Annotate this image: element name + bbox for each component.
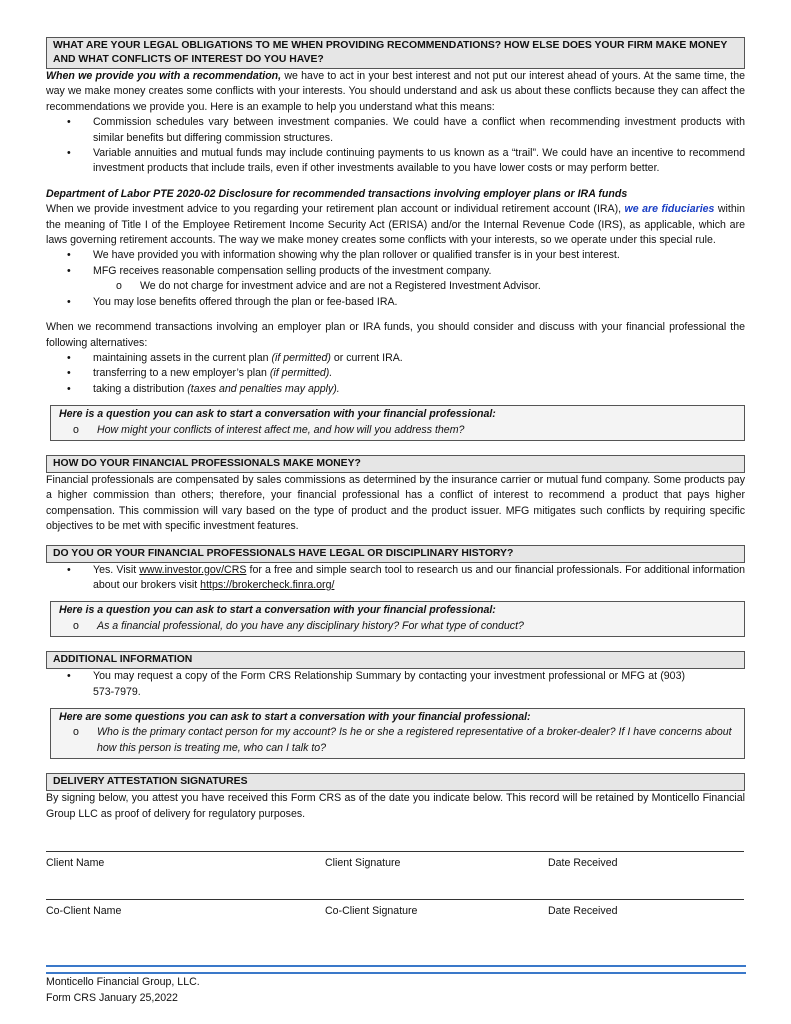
question-item: o As a financial professional, do you have any disciplinary history? For what type of conduct?	[59, 619, 736, 634]
disciplinary-list	[46, 563, 745, 594]
list-item: • You may request a copy of the Form CRS Relationship Summary by contacting your investment professional or MFG at (903) 573-7979.	[46, 669, 745, 700]
conflict-examples-list	[46, 115, 745, 177]
dol-disclosure-title: Department of Labor PTE 2020-02 Disclosure for recommended transactions involving employer plans or IRA funds	[46, 187, 628, 200]
list-item: • Yes. Visit www.investor.gov/CRS for a free and simple search tool to research us and our financial professionals. For additional information about our brokers visit https://brokercheck.finra.org/	[46, 563, 745, 594]
date-received-label: Date Received	[548, 905, 618, 918]
alternatives-list	[46, 351, 745, 397]
list-item: • Variable annuities and mutual funds may include continuing payments to us known as a “trail”. We could have an incentive to recommend investment products that include trails, even if other investments available to you have lower costs or may perform better.	[46, 146, 745, 177]
additional-info-list	[46, 669, 745, 700]
question-box-title: Here are some questions you can ask to start a conversation with your financial professional:	[59, 711, 531, 723]
list-item: • transferring to a new employer’s plan (if permitted).	[46, 366, 745, 381]
section-header-disciplinary-history: DO YOU OR YOUR FINANCIAL PROFESSIONALS HAVE LEGAL OR DISCIPLINARY HISTORY?	[46, 545, 745, 563]
client-signature-label: Client Signature	[325, 857, 401, 870]
client-name-label: Client Name	[46, 857, 105, 870]
brokercheck-link[interactable]: https://brokercheck.finra.org/	[200, 578, 335, 591]
list-item: • You may lose benefits offered through the plan or fee-based IRA.	[46, 295, 745, 310]
footer	[46, 975, 200, 1006]
question-box-disciplinary	[50, 601, 745, 637]
question-box-conflicts	[50, 405, 745, 441]
co-client-name-label: Co-Client Name	[46, 905, 122, 918]
footer-rule	[46, 965, 746, 974]
signature-row-co-client	[46, 904, 745, 920]
question-box-title: Here is a question you can ask to start a conversation with your financial professional:	[59, 604, 496, 617]
question-item: o Who is the primary contact person for my account? Is he or she a registered representative of a broker-dealer? If I have concerns about how this person is treating me, who can I talk to?	[59, 725, 736, 756]
dol-list	[46, 248, 745, 279]
list-item: • We have provided you with information showing why the plan rollover or qualified transfer is in your best interest.	[46, 248, 745, 263]
list-item: • Commission schedules vary between investment companies. We could have a conflict when recommending investment products with similar benefits but differing commission structures.	[46, 115, 745, 146]
dol-sublist	[46, 279, 745, 294]
section-header-legal-obligations: WHAT ARE YOUR LEGAL OBLIGATIONS TO ME WHEN PROVIDING RECOMMENDATIONS? HOW ELSE DOES YOUR FIRM MAKE MONEY AND WHAT CONFLICTS OF INTEREST DO YOU HAVE?	[46, 37, 745, 69]
recommendation-intro: When we provide you with a recommendation, we have to act in your best interest and not put our interest ahead of yours. At the same time, the way we make money creates some conflicts with your interests. You should understand and ask us about these conflicts because they can affect the recommendations we provide you. Here is an example to help you understand what this means:	[46, 70, 745, 113]
question-box-title: Here is a question you can ask to start a conversation with your financial professional:	[59, 408, 496, 421]
footer-form-date: Form CRS January 25,2022	[46, 991, 178, 1004]
alternatives-intro: When we recommend transactions involving an employer plan or IRA funds, you should consider and discuss with your financial professional the following alternatives:	[46, 321, 745, 349]
list-item: o We do not charge for investment advice and are not a Registered Investment Advisor.	[46, 279, 745, 294]
attestation-text: By signing below, you attest you have received this Form CRS as of the date you indicate below. This record will be retained by Monticello Financial Group LLC as proof of delivery for regulatory purposes.	[46, 792, 745, 820]
question-box-contact	[50, 708, 745, 759]
dol-disclosure-text: When we provide investment advice to you regarding your retirement plan account or individual retirement account (IRA), we are fiduciaries within the meaning of Title I of the Employee Retirement Income Security Act (ERISA) and/or the Internal Revenue Code (IRS), as applicable, which are laws governing retirement accounts. The way we make money creates some conflicts with your interests, so we operate under this special rule.	[46, 203, 745, 247]
investor-gov-link[interactable]: www.investor.gov/CRS	[139, 563, 247, 576]
compensation-text: Financial professionals are compensated by sales commissions as determined by the insurance carrier or mutual fund company. Some products pay a higher commission than others; therefore, your financial professional has a conflict of interest to recommend a product that pays higher compensation. This commission will vary based on the type of product and the product issuer. MFG mitigates such conflicts by requiring specific objectives to be met with specific investment features.	[46, 473, 745, 533]
footer-company: Monticello Financial Group, LLC.	[46, 976, 200, 988]
list-item: • maintaining assets in the current plan (if permitted) or current IRA.	[46, 351, 745, 366]
co-client-signature-label: Co-Client Signature	[325, 905, 418, 918]
section-header-delivery-attestation: DELIVERY ATTESTATION SIGNATURES	[46, 773, 745, 791]
section-header-additional-info: ADDITIONAL INFORMATION	[46, 651, 745, 669]
signature-row-client	[46, 856, 745, 872]
list-item: • MFG receives reasonable compensation selling products of the investment company.	[46, 264, 745, 279]
date-received-label: Date Received	[548, 857, 618, 870]
document-page	[46, 37, 745, 920]
list-item: • taking a distribution (taxes and penalties may apply).	[46, 382, 745, 397]
fiduciary-highlight: we are fiduciaries	[624, 203, 715, 216]
question-item: o How might your conflicts of interest affect me, and how will you address them?	[59, 423, 736, 438]
section-header-compensation: HOW DO YOUR FINANCIAL PROFESSIONALS MAKE MONEY?	[46, 455, 745, 473]
